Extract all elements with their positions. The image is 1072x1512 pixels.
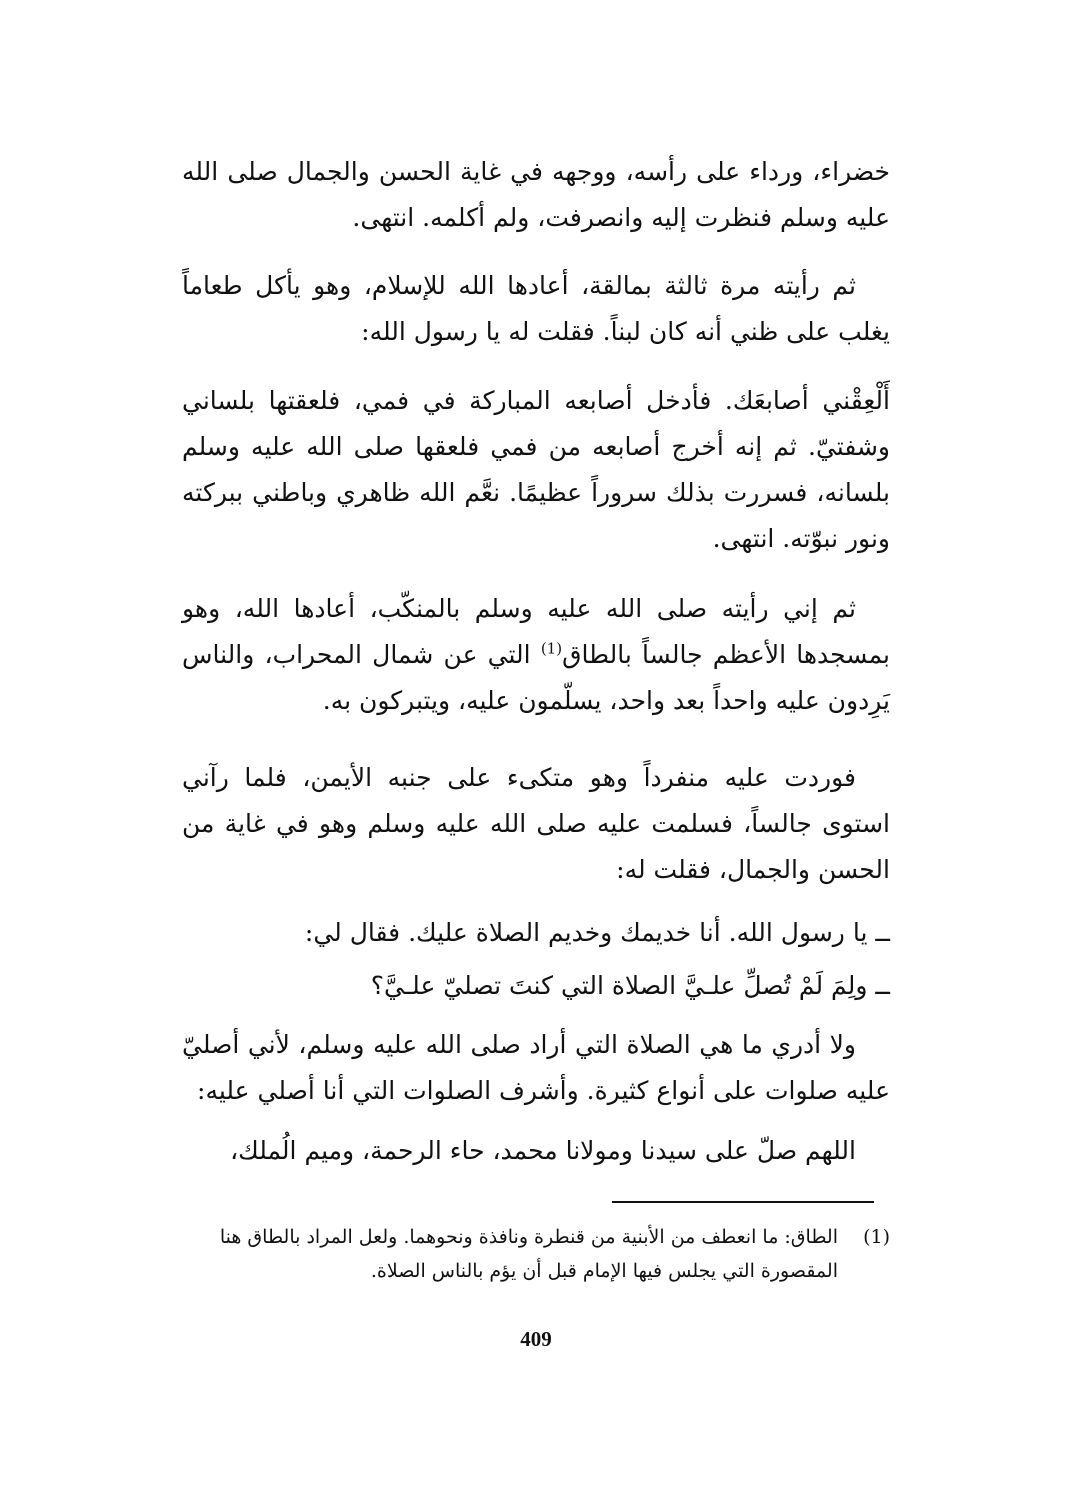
dialogue-line-1: ــ يا رسول الله. أنا خديمك وخديم الصلاة عليك. فقال لي:: [304, 918, 890, 947]
paragraph-prayer-start: اللهم صلّ على سيدنا ومولانا محمد، حاء الرحمة، وميم الُملك،: [230, 1136, 856, 1165]
page-number: 409: [520, 1327, 552, 1351]
footnote-divider: [612, 1201, 874, 1203]
paragraph-mosque-text-end: التي عن شمال المحراب، والناس يَرِدون عليه واحداً بعد واحد، يسلّمون عليه، ويتبركون به.: [182, 640, 890, 715]
footnote-number: (1): [863, 1226, 890, 1248]
footnote-reference: (1): [540, 639, 563, 658]
paragraph-mosque-text-start: ثم إني رأيته صلى الله عليه وسلم بالمنكّب، أعادها الله، وهو بمسجدها الأعظم جالساً بالطاق: [182, 594, 890, 669]
footnote: [182, 1220, 890, 1288]
dialogue-line-2: ــ ولِمَ لَمْ تُصلِّ علـيَّ الصلاة التي كنتَ تصليّ علـيَّ؟: [370, 971, 890, 1000]
footnote-text-line-2: المقصورة التي يجلس فيها الإمام قبل أن يؤم بالناس الصلاة.: [370, 1260, 838, 1282]
footnote-text-line-1: الطاق: ما انعطف من الأبنية من قنطرة ونافذة ونحوهما. ولعل المراد بالطاق هنا: [219, 1226, 838, 1248]
paragraph-prayer-explanation: ولا أدري ما هي الصلاة التي أراد صلى الله عليه وسلم، لأني أصليّ عليه صلوات على أنواع كثيرة. وأشرف الصلوات التي أنا أصلي عليه:: [182, 1030, 890, 1105]
paragraph-greeting: فوردت عليه منفرداً وهو متكىء على جنبه الأيمن، فلما رآني استوى جالساً، فسلمت عليه صلى الله عليه وسلم وهو في غاية من الحسن والجمال، فقلت له:: [182, 763, 890, 884]
paragraph-continuation: خضراء، ورداء على رأسه، ووجهه في غاية الحسن والجمال صلى الله عليه وسلم فنظرت إليه وانصرفت، ولم أكلمه. انتهى.: [182, 157, 890, 232]
paragraph-mosque-vision: [182, 586, 890, 724]
paragraph-third-vision: ثم رأيته مرة ثالثة بمالقة، أعادها الله للإسلام، وهو يأكل طعاماً يغلب على ظني أنه كان لبناً. فقلت له يا رسول الله:: [182, 271, 890, 346]
paragraph-licking-fingers: أَلْعِقْني أصابعَك. فأدخل أصابعه المباركة في فمي، فلعقتها بلساني وشفتيّ. ثم إنه أخرج أصابعه من فمي فلعقها صلى الله عليه وسلم بلسانه، فسررت بذلك سروراً عظيمًا. نعَّم الله ظاهري وباطني ببركته ونور نبوّته. انتهى.: [182, 386, 890, 553]
